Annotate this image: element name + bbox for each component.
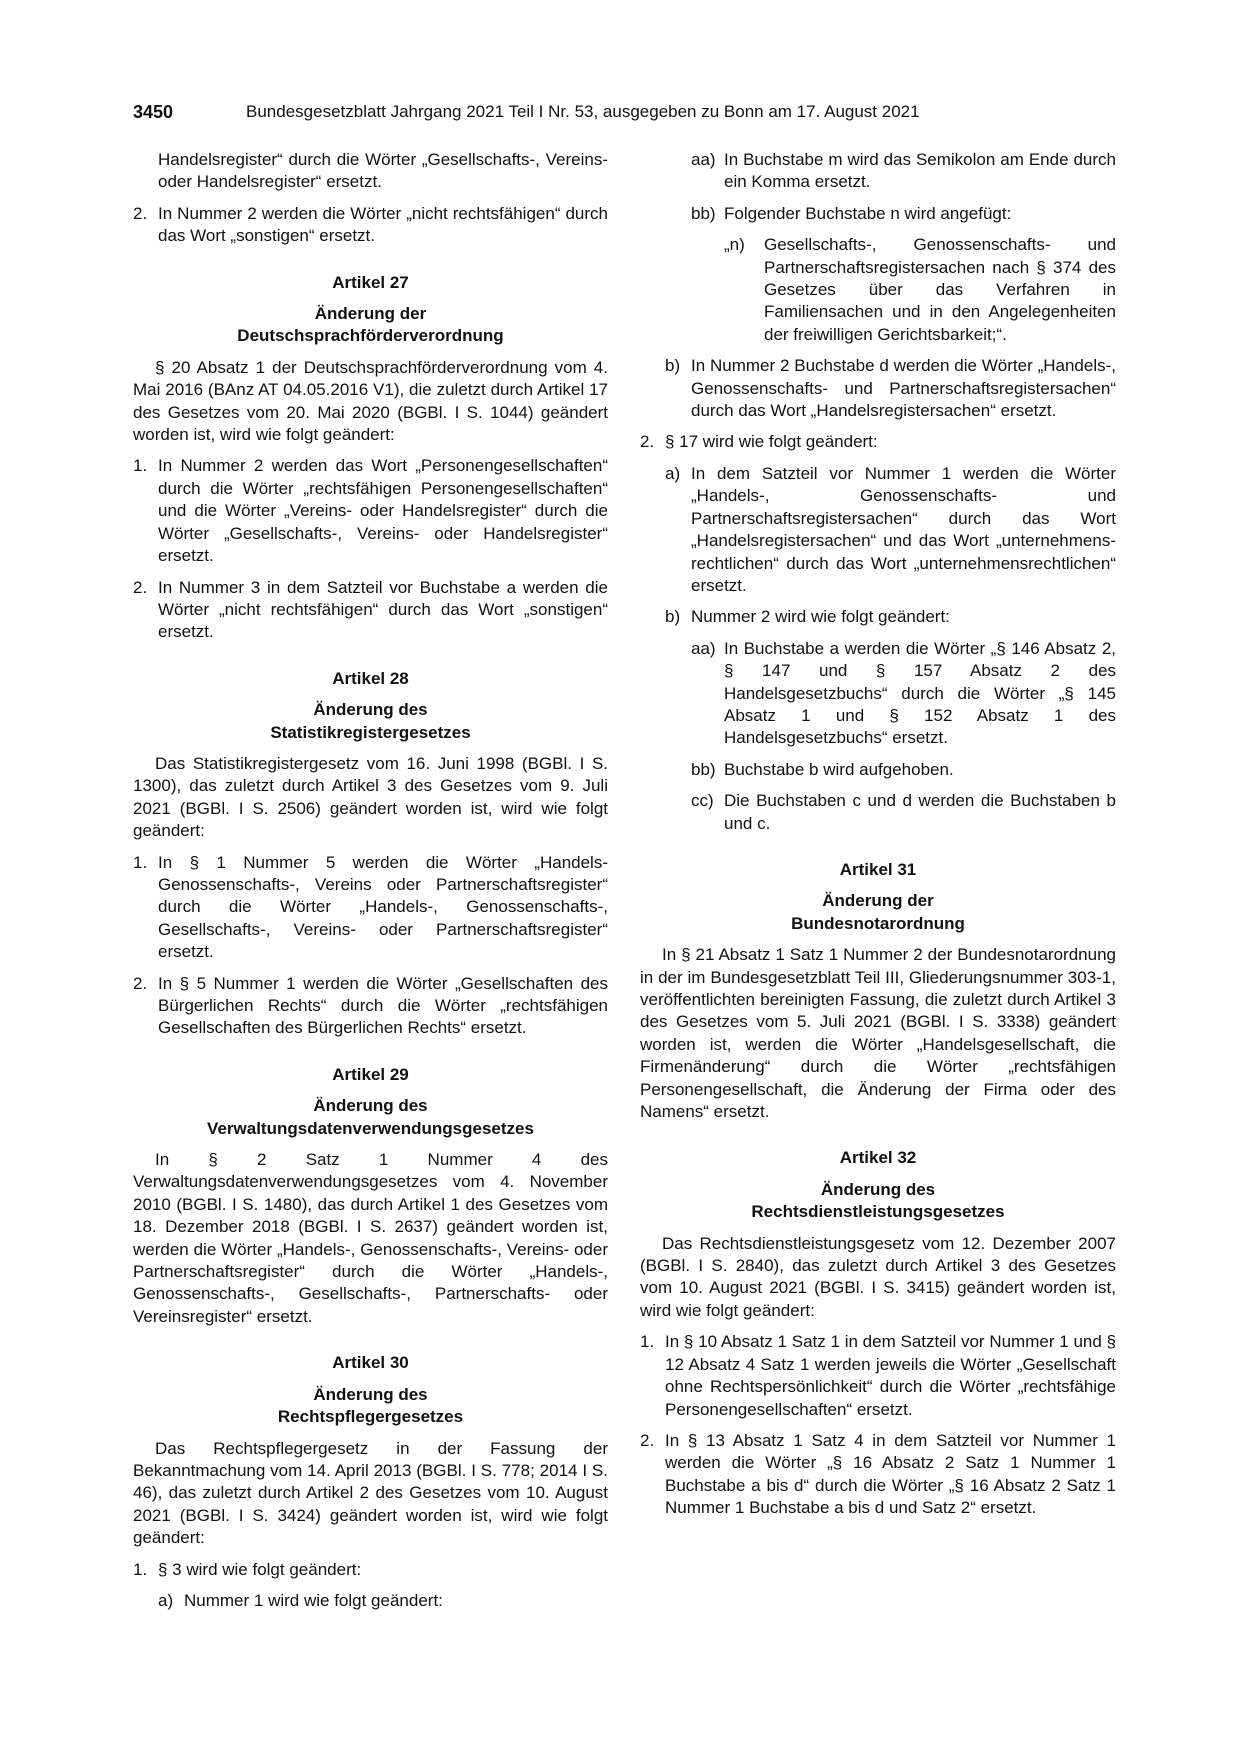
list-item: 1. § 3 wird wie folgt geändert: — [133, 1559, 362, 1579]
list-item: bb) Buchstabe b wird aufgehoben. — [691, 759, 954, 779]
article-28-intro: Das Statistikregistergesetz vom 16. Juni 1998 (BGBl. I S. 1300), das zuletzt durch Artikel 3 des Gesetzes vom 9. Juli 2021 (BGBl. I S. 2506) geändert worden ist, wird wie folgt geändert: — [133, 753, 608, 841]
list-item: 2. In Nummer 3 in dem Satzteil vor Buchstabe a werden die Wörter „nicht rechtsfähigen“ durch das Wort „sonstigen“ ersetzt. — [133, 577, 608, 642]
list-item: 1. In Nummer 2 werden das Wort „Personengesellschaften“ durch die Wörter „rechtsfähigen Personengesellschaften“ und die Wörter „Vereins- oder Handelsregister“ durch die Wörter „Gesellschafts-, Vereins- oder Handelsregister“ ersetzt. — [133, 456, 608, 566]
page-number: 3450 — [133, 102, 174, 122]
article-30-heading: Artikel 30 — [332, 1353, 409, 1373]
article-29-intro: In § 2 Satz 1 Nummer 4 des Verwaltungsdatenverwendungsgesetzes vom 4. November 2010 (BGBl. I S. 1480), das durch Artikel 1 des Gesetzes vom 18. Dezember 2018 (BGBl. I S. 2637) geändert worden ist, werden die Wörter „Handels-, Genossenschafts-, Vereins- oder Partnerschaftsregister“ durch die Wörter „Handels-, Genossenschafts-, Gesellschafts-, Partnerschafts- oder Vereinsregister“ ersetzt. — [133, 1150, 608, 1326]
article-32-intro: Das Rechtsdienstleistungsgesetz vom 12. Dezember 2007 (BGBl. I S. 2840), das zuletzt durch Artikel 3 des Gesetzes vom 10. August 2021 (BGBl. I S. 3415) geändert worden ist, wird wie folgt geändert: — [640, 1233, 1116, 1320]
list-item: 2. In § 13 Absatz 1 Satz 4 in dem Satzteil vor Nummer 1 werden die Wörter „§ 16 Absatz 2 Satz 1 Nummer 1 Buchstabe a bis d“ durch die Wörter „§ 16 Absatz 2 Satz 1 Nummer 1 Buchstabe a bis d und Satz 2“ ersetzt. — [640, 1430, 1116, 1518]
article-28-title: Änderung des Statistikregistergesetzes — [270, 700, 471, 742]
list-item: 1. In § 10 Absatz 1 Satz 1 in dem Satzteil vor Nummer 1 und § 12 Absatz 4 Satz 1 werden jeweils die Wörter „Gesellschaft ohne Rechtspersönlichkeit“ durch die Wörter „rechtsfähige Personengesellschaften“ ersetzt. — [640, 1332, 1116, 1419]
list-item: aa) In Buchstabe m wird das Semikolon am Ende durch ein Komma ersetzt. — [691, 150, 1116, 192]
article-31-intro: In § 21 Absatz 1 Satz 1 Nummer 2 der Bundesnotarordnung in der im Bundesgesetzblatt Teil III, Gliederungsnummer 303-1, veröffentlichten bereinigten Fassung, die zuletzt durch Artikel 3 des Gesetzes vom 5. Juli 2021 (BGBl. I S. 3338) geändert worden ist, werden die Wörter „Handelsgesellschaft, die Firmenänderung“ durch die Wörter „rechtsfähigen Personengesellschaft, die Änderung der Firma oder des Namens“ ersetzt. — [640, 945, 1116, 1122]
article-29-heading: Artikel 29 — [332, 1064, 409, 1084]
article-30-title: Änderung des Rechtspflegergesetzes — [277, 1384, 464, 1427]
list-item: a) In dem Satzteil vor Nummer 1 werden die Wörter „Handels-, Genossenschafts- und Partnerschaftsregistersachen“ durch das Wort „Handelsregistersachen“ und das Wort „unternehmens-rechtlichen“ durch das Wort „unternehmensrechtlichen“ ersetzt. — [665, 463, 1116, 595]
article-32-heading: Artikel 32 — [839, 1148, 917, 1168]
list-item: 2. In § 5 Nummer 1 werden die Wörter „Gesellschaften des Bürgerlichen Rechts“ durch die Wörter „rechtsfähigen Gesellschaften des Bürgerlichen Rechts“ ersetzt. — [133, 973, 608, 1038]
list-item: a) Nummer 1 wird wie folgt geändert: — [158, 1590, 443, 1610]
list-item: 2. In Nummer 2 werden die Wörter „nicht rechtsfähigen“ durch das Wort „sonstigen“ ersetzt. — [133, 203, 608, 246]
article-31-heading: Artikel 31 — [839, 859, 917, 879]
article-31-title: Änderung der Bundesnotarordnung — [791, 891, 965, 933]
article-30-intro: Das Rechtspflegergesetz in der Fassung der Bekanntmachung vom 14. April 2013 (BGBl. I S. 778; 2014 I S. 46), das zuletzt durch Artikel 2 des Gesetzes vom 10. August 2021 (BGBl. I S. 3424) geändert worden ist, wird wie folgt geändert: — [133, 1438, 608, 1548]
left-column — [133, 149, 608, 1621]
list-item: bb) Folgender Buchstabe n wird angefügt: — [691, 203, 1012, 223]
list-item: b) In Nummer 2 Buchstabe d werden die Wörter „Handels-, Genossenschafts- und Partnerschaftsregistersachen“ durch das Wort „Handelsregistersachen“ ersetzt. — [665, 356, 1116, 421]
right-column — [640, 149, 1116, 1529]
continued-text: Handelsregister“ durch die Wörter „Gesellschafts-, Vereins- oder Handelsregister“ ersetzt. — [158, 150, 608, 192]
quoted-item-n: „n) Gesellschafts-, Genossenschafts- und Partnerschaftsregistersachen nach § 374 des Gesetzes über das Verfahren in Familiensachen und in den Angelegenheiten der freiwilligen Gerichtsbarkeit;“. — [724, 235, 1116, 344]
list-item: 1. In § 1 Nummer 5 werden die Wörter „Handels- Genossenschafts-, Vereins oder Partnerschaftsregister“ durch die Wörter „Handels-, Genossenschafts-, Gesellschafts-, Vereins- oder Partnerschaftsregister“ ersetzt. — [133, 852, 608, 962]
article-27-intro: § 20 Absatz 1 der Deutschsprachförderverordnung vom 4. Mai 2016 (BAnz AT 04.05.2016 V1), die zuletzt durch Artikel 17 des Gesetzes vom 20. Mai 2020 (BGBl. I S. 1044) geändert worden ist, wird wie folgt geändert: — [133, 357, 608, 445]
page-header — [133, 101, 1133, 127]
list-item: aa) In Buchstabe a werden die Wörter „§ 146 Absatz 2, § 147 und § 157 Absatz 2 des Handelsgesetzbuchs“ durch die Wörter „§ 145 Absatz 1 und § 152 Absatz 1 des Handelsgesetzbuchs“ ersetzt. — [691, 638, 1116, 748]
article-32-title: Änderung des Rechtsdienstleistungsgesetzes — [751, 1179, 1005, 1222]
list-item: cc) Die Buchstaben c und d werden die Buchstaben b und c. — [691, 791, 1116, 833]
running-head: Bundesgesetzblatt Jahrgang 2021 Teil I Nr. 53, ausgegeben zu Bonn am 17. August 2021 — [246, 102, 920, 121]
list-item: b) Nummer 2 wird wie folgt geändert: — [665, 607, 950, 627]
article-29-title: Änderung des Verwaltungsdatenverwendungsgesetzes — [207, 1096, 534, 1138]
article-28-heading: Artikel 28 — [332, 668, 409, 688]
article-27-heading: Artikel 27 — [332, 272, 409, 292]
list-item: 2. § 17 wird wie folgt geändert: — [640, 432, 878, 452]
article-27-title: Änderung der Deutschsprachförderverordnung — [237, 304, 504, 346]
